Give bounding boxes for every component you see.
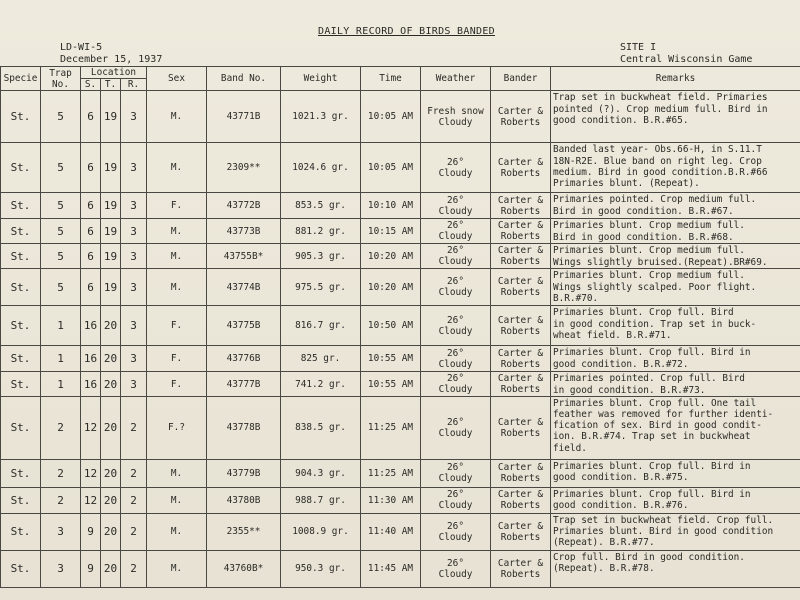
row-township: 20 bbox=[101, 487, 121, 513]
row-remarks: Primaries blunt. Crop full. Bird in good condition. Trap set in buck- wheat field. B.R.#71. bbox=[551, 306, 800, 346]
row-township: 19 bbox=[101, 244, 121, 269]
row-weather: 26° Cloudy bbox=[421, 372, 491, 396]
row-sex: F. bbox=[147, 193, 207, 219]
row-weather: 26° Cloudy bbox=[421, 244, 491, 269]
row-sex: M. bbox=[147, 513, 207, 550]
row-weight: 853.5 gr. bbox=[281, 193, 361, 219]
banding-table bbox=[0, 66, 800, 588]
row-bander: Carter & Roberts bbox=[491, 487, 551, 513]
row-weather: 26° Cloudy bbox=[421, 346, 491, 372]
row-weight: 825 gr. bbox=[281, 346, 361, 372]
row-range: 2 bbox=[121, 487, 147, 513]
row-township: 19 bbox=[101, 269, 121, 306]
col-band-no: Band No. bbox=[207, 67, 281, 91]
row-section: 16 bbox=[81, 306, 101, 346]
row-trap-no: 3 bbox=[41, 550, 81, 587]
row-range: 3 bbox=[121, 193, 147, 219]
row-trap-no: 5 bbox=[41, 193, 81, 219]
row-bander: Carter & Roberts bbox=[491, 219, 551, 244]
row-bander: Carter & Roberts bbox=[491, 396, 551, 459]
row-weight: 816.7 gr. bbox=[281, 306, 361, 346]
row-weather: 26° Cloudy bbox=[421, 269, 491, 306]
row-species: St. bbox=[1, 513, 41, 550]
row-section: 6 bbox=[81, 143, 101, 193]
row-remarks: Primaries blunt. Crop medium full. Bird in good condition. B.R.#68. bbox=[551, 219, 800, 244]
area-label: Central Wisconsin Game bbox=[620, 54, 753, 65]
row-section: 16 bbox=[81, 346, 101, 372]
table-row bbox=[1, 396, 800, 459]
col-sex: Sex bbox=[147, 67, 207, 91]
row-bander: Carter & Roberts bbox=[491, 459, 551, 487]
row-trap-no: 2 bbox=[41, 459, 81, 487]
row-species: St. bbox=[1, 244, 41, 269]
row-band-no: 43760B* bbox=[207, 550, 281, 587]
row-township: 19 bbox=[101, 219, 121, 244]
row-band-no: 43774B bbox=[207, 269, 281, 306]
row-species: St. bbox=[1, 143, 41, 193]
row-weight: 1008.9 gr. bbox=[281, 513, 361, 550]
row-band-no: 43755B* bbox=[207, 244, 281, 269]
row-sex: M. bbox=[147, 219, 207, 244]
row-time: 11:45 AM bbox=[361, 550, 421, 587]
row-trap-no: 1 bbox=[41, 306, 81, 346]
row-time: 11:40 AM bbox=[361, 513, 421, 550]
row-township: 20 bbox=[101, 306, 121, 346]
row-bander: Carter & Roberts bbox=[491, 91, 551, 143]
table-row bbox=[1, 244, 800, 269]
row-section: 6 bbox=[81, 193, 101, 219]
row-range: 2 bbox=[121, 459, 147, 487]
table-row bbox=[1, 143, 800, 193]
row-sex: M. bbox=[147, 143, 207, 193]
row-weather: 26° Cloudy bbox=[421, 513, 491, 550]
row-remarks: Primaries blunt. Crop full. Bird in good condition. B.R.#75. bbox=[551, 459, 800, 487]
row-range: 3 bbox=[121, 143, 147, 193]
row-section: 16 bbox=[81, 372, 101, 396]
row-band-no: 43778B bbox=[207, 396, 281, 459]
row-time: 10:20 AM bbox=[361, 244, 421, 269]
row-range: 3 bbox=[121, 372, 147, 396]
row-sex: F. bbox=[147, 346, 207, 372]
row-band-no: 43772B bbox=[207, 193, 281, 219]
row-range: 3 bbox=[121, 91, 147, 143]
row-weather: 26° Cloudy bbox=[421, 219, 491, 244]
row-remarks: Trap set in buckwheat field. Primaries pointed (?). Crop medium full. Bird in good condition. B.R.#65. bbox=[551, 91, 800, 143]
row-trap-no: 5 bbox=[41, 219, 81, 244]
row-species: St. bbox=[1, 269, 41, 306]
row-weight: 1024.6 gr. bbox=[281, 143, 361, 193]
table-row bbox=[1, 306, 800, 346]
row-section: 6 bbox=[81, 244, 101, 269]
row-sex: F. bbox=[147, 372, 207, 396]
row-remarks: Primaries blunt. Crop medium full. Wings slightly bruised.(Repeat).BR#69. bbox=[551, 244, 800, 269]
row-time: 11:25 AM bbox=[361, 459, 421, 487]
row-section: 9 bbox=[81, 550, 101, 587]
col-location: Location bbox=[81, 67, 147, 79]
row-trap-no: 1 bbox=[41, 346, 81, 372]
row-remarks: Primaries pointed. Crop medium full. Bird in good condition. B.R.#67. bbox=[551, 193, 800, 219]
row-species: St. bbox=[1, 396, 41, 459]
row-time: 10:05 AM bbox=[361, 143, 421, 193]
row-township: 20 bbox=[101, 513, 121, 550]
row-remarks: Primaries pointed. Crop full. Bird in good condition. B.R.#73. bbox=[551, 372, 800, 396]
table-row bbox=[1, 487, 800, 513]
row-sex: M. bbox=[147, 550, 207, 587]
row-weather: 26° Cloudy bbox=[421, 459, 491, 487]
row-time: 10:05 AM bbox=[361, 91, 421, 143]
row-band-no: 43773B bbox=[207, 219, 281, 244]
col-bander: Bander bbox=[491, 67, 551, 91]
record-date: December 15, 1937 bbox=[60, 54, 163, 65]
row-weight: 1021.3 gr. bbox=[281, 91, 361, 143]
row-remarks: Banded last year- Obs.66-H, in S.11.T 18N-R2E. Blue band on right leg. Crop medium. Bird in good condition.B.R.#66 Primaries blunt. (Repeat). bbox=[551, 143, 800, 193]
table-row bbox=[1, 459, 800, 487]
row-bander: Carter & Roberts bbox=[491, 269, 551, 306]
row-weather: 26° Cloudy bbox=[421, 306, 491, 346]
row-township: 20 bbox=[101, 550, 121, 587]
row-bander: Carter & Roberts bbox=[491, 550, 551, 587]
row-band-no: 43777B bbox=[207, 372, 281, 396]
row-species: St. bbox=[1, 91, 41, 143]
col-t: T. bbox=[101, 79, 121, 91]
site-label: SITE I bbox=[620, 42, 657, 53]
row-bander: Carter & Roberts bbox=[491, 244, 551, 269]
record-code: LD-WI-5 bbox=[60, 42, 103, 53]
row-sex: F. bbox=[147, 306, 207, 346]
row-remarks: Trap set in buckwheat field. Crop full. Primaries blunt. Bird in good condition (Repeat). B.R.#77. bbox=[551, 513, 800, 550]
row-species: St. bbox=[1, 193, 41, 219]
row-time: 10:55 AM bbox=[361, 372, 421, 396]
row-trap-no: 5 bbox=[41, 91, 81, 143]
row-township: 19 bbox=[101, 143, 121, 193]
row-township: 20 bbox=[101, 372, 121, 396]
row-trap-no: 2 bbox=[41, 487, 81, 513]
row-trap-no: 5 bbox=[41, 244, 81, 269]
row-time: 10:55 AM bbox=[361, 346, 421, 372]
row-township: 20 bbox=[101, 346, 121, 372]
row-range: 3 bbox=[121, 244, 147, 269]
row-remarks: Crop full. Bird in good condition. (Repeat). B.R.#78. bbox=[551, 550, 800, 587]
row-time: 11:25 AM bbox=[361, 396, 421, 459]
row-band-no: 43780B bbox=[207, 487, 281, 513]
row-species: St. bbox=[1, 487, 41, 513]
row-weight: 741.2 gr. bbox=[281, 372, 361, 396]
row-remarks: Primaries blunt. Crop medium full. Wings slightly scalped. Poor flight. B.R.#70. bbox=[551, 269, 800, 306]
row-range: 3 bbox=[121, 306, 147, 346]
row-range: 3 bbox=[121, 219, 147, 244]
row-species: St. bbox=[1, 550, 41, 587]
row-remarks: Primaries blunt. Crop full. One tail feather was removed for further identi- fication of sex. Bird in good condit- ion. B.R.#74. Trap set in buckwheat field. bbox=[551, 396, 800, 459]
row-weight: 904.3 gr. bbox=[281, 459, 361, 487]
table-row bbox=[1, 193, 800, 219]
row-sex: M. bbox=[147, 487, 207, 513]
row-bander: Carter & Roberts bbox=[491, 306, 551, 346]
row-band-no: 43775B bbox=[207, 306, 281, 346]
row-trap-no: 1 bbox=[41, 372, 81, 396]
row-township: 19 bbox=[101, 91, 121, 143]
row-weight: 975.5 gr. bbox=[281, 269, 361, 306]
row-weather: 26° Cloudy bbox=[421, 396, 491, 459]
row-section: 12 bbox=[81, 487, 101, 513]
row-bander: Carter & Roberts bbox=[491, 513, 551, 550]
row-township: 19 bbox=[101, 193, 121, 219]
row-weight: 881.2 gr. bbox=[281, 219, 361, 244]
row-species: St. bbox=[1, 306, 41, 346]
col-weather: Weather bbox=[421, 67, 491, 91]
row-weather: 26° Cloudy bbox=[421, 143, 491, 193]
table-row bbox=[1, 269, 800, 306]
row-weather: Fresh snow Cloudy bbox=[421, 91, 491, 143]
row-band-no: 2309** bbox=[207, 143, 281, 193]
row-weight: 838.5 gr. bbox=[281, 396, 361, 459]
row-weight: 988.7 gr. bbox=[281, 487, 361, 513]
row-band-no: 2355** bbox=[207, 513, 281, 550]
row-trap-no: 5 bbox=[41, 143, 81, 193]
col-s: S. bbox=[81, 79, 101, 91]
col-remarks: Remarks bbox=[551, 67, 800, 91]
row-township: 20 bbox=[101, 459, 121, 487]
row-band-no: 43779B bbox=[207, 459, 281, 487]
row-sex: F.? bbox=[147, 396, 207, 459]
row-species: St. bbox=[1, 372, 41, 396]
col-time: Time bbox=[361, 67, 421, 91]
table-row bbox=[1, 372, 800, 396]
table-row bbox=[1, 91, 800, 143]
row-bander: Carter & Roberts bbox=[491, 143, 551, 193]
row-remarks: Primaries blunt. Crop full. Bird in good condition. B.R.#72. bbox=[551, 346, 800, 372]
row-time: 10:10 AM bbox=[361, 193, 421, 219]
row-sex: M. bbox=[147, 244, 207, 269]
row-section: 6 bbox=[81, 219, 101, 244]
row-sex: M. bbox=[147, 459, 207, 487]
row-weight: 950.3 gr. bbox=[281, 550, 361, 587]
row-section: 12 bbox=[81, 459, 101, 487]
row-time: 10:20 AM bbox=[361, 269, 421, 306]
row-trap-no: 3 bbox=[41, 513, 81, 550]
row-species: St. bbox=[1, 346, 41, 372]
row-section: 6 bbox=[81, 91, 101, 143]
row-species: St. bbox=[1, 459, 41, 487]
row-trap-no: 2 bbox=[41, 396, 81, 459]
table-row bbox=[1, 513, 800, 550]
row-band-no: 43776B bbox=[207, 346, 281, 372]
row-band-no: 43771B bbox=[207, 91, 281, 143]
row-weight: 905.3 gr. bbox=[281, 244, 361, 269]
col-r: R. bbox=[121, 79, 147, 91]
col-weight: Weight bbox=[281, 67, 361, 91]
row-section: 6 bbox=[81, 269, 101, 306]
row-weather: 26° Cloudy bbox=[421, 193, 491, 219]
page-title: DAILY RECORD OF BIRDS BANDED bbox=[318, 26, 495, 37]
row-weather: 26° Cloudy bbox=[421, 487, 491, 513]
row-time: 10:50 AM bbox=[361, 306, 421, 346]
col-trap-no: Trap No. bbox=[41, 67, 81, 91]
row-bander: Carter & Roberts bbox=[491, 193, 551, 219]
row-range: 3 bbox=[121, 346, 147, 372]
row-remarks: Primaries blunt. Crop full. Bird in good condition. B.R.#76. bbox=[551, 487, 800, 513]
row-section: 9 bbox=[81, 513, 101, 550]
table-row bbox=[1, 219, 800, 244]
row-sex: M. bbox=[147, 91, 207, 143]
row-weather: 26° Cloudy bbox=[421, 550, 491, 587]
table-row bbox=[1, 550, 800, 587]
table-row bbox=[1, 346, 800, 372]
row-range: 2 bbox=[121, 513, 147, 550]
row-range: 2 bbox=[121, 396, 147, 459]
row-township: 20 bbox=[101, 396, 121, 459]
row-bander: Carter & Roberts bbox=[491, 346, 551, 372]
row-sex: M. bbox=[147, 269, 207, 306]
row-bander: Carter & Roberts bbox=[491, 372, 551, 396]
row-range: 2 bbox=[121, 550, 147, 587]
row-range: 3 bbox=[121, 269, 147, 306]
row-section: 12 bbox=[81, 396, 101, 459]
row-trap-no: 5 bbox=[41, 269, 81, 306]
row-time: 11:30 AM bbox=[361, 487, 421, 513]
col-species: Specie bbox=[1, 67, 41, 91]
row-time: 10:15 AM bbox=[361, 219, 421, 244]
row-species: St. bbox=[1, 219, 41, 244]
